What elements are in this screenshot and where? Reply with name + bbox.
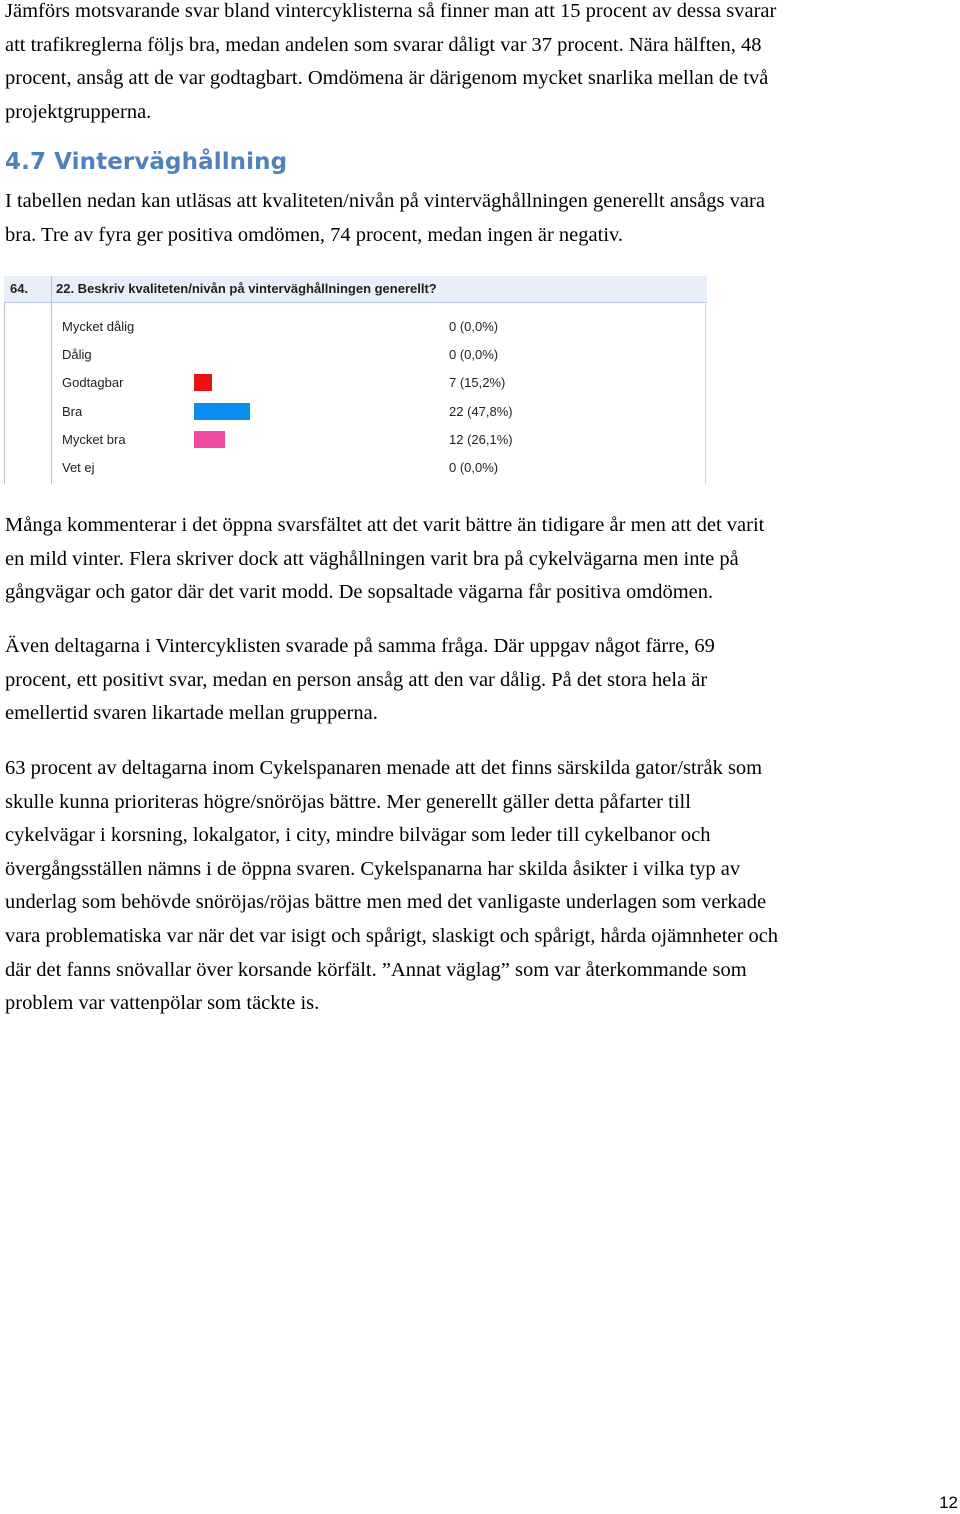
- value-label: 0 (0,0%): [449, 347, 499, 363]
- comment-line: en mild vinter. Flera skriver dock att väghållningen varit bra på cykelvägarna men inte på: [5, 547, 739, 570]
- section-line: bra. Tre av fyra ger positiva omdömen, 74 procent, medan ingen är negativ.: [5, 223, 624, 246]
- value-label: 22 (47,8%): [449, 403, 513, 419]
- comment-line: emellertid svaren likartade mellan grupperna.: [5, 702, 378, 725]
- section-paragraph: [5, 185, 960, 252]
- figure-border: [705, 302, 706, 484]
- intro-line: procent, ansåg att de var godtagbart. Omdömena är därigenom mycket snarlika mellan de två: [5, 67, 769, 90]
- comment-line: underlag som behövde snöröjas/röjas bättre men med det vanligaste underlagen som verkade: [5, 891, 767, 914]
- comment-line: 63 procent av deltagarna inom Cykelspanaren menade att det finns särskilda gator/stråk som: [5, 757, 763, 779]
- comments-paragraph-2: [5, 630, 960, 731]
- bar: [194, 374, 212, 391]
- comment-line: vara problematiska var när det var isigt och spårigt, slaskigt och spårigt, hårda ojämnheter och: [5, 924, 779, 947]
- category-label: Mycket dålig: [62, 319, 135, 334]
- value-label: 0 (0,0%): [449, 319, 499, 334]
- comment-line: problem var vattenpölar som täckte is.: [5, 992, 320, 1015]
- intro-line: Jämförs motsvarande svar bland vintercyklisterna så finner man att 15 procent av dessa svarar: [5, 0, 777, 22]
- section-heading: 4.7 Vinterväghållning: [5, 149, 288, 175]
- value-label: 0 (0,0%): [449, 460, 499, 475]
- comment-line: övergångsställen nämns i de öppna svaren. Cykelspanarna har skilda åsikter i vilka typ av: [5, 857, 741, 880]
- value-label: 12 (26,1%): [449, 431, 513, 447]
- intro-paragraph: [5, 0, 960, 129]
- comment-line: Många kommenterar i det öppna svarsfältet att det varit bättre än tidigare år men att det varit: [5, 514, 765, 536]
- intro-line: projektgrupperna.: [5, 100, 152, 123]
- value-label: 7 (15,2%): [449, 375, 506, 391]
- comment-line: procent, ett positivt svar, medan en person ansåg att den var dålig. På det stora hela är: [5, 668, 708, 691]
- figure-separator: [51, 276, 52, 484]
- intro-line: att trafikreglerna följs bra, medan andelen som svarar dåligt var 37 procent. Nära hälften, 48: [5, 33, 762, 56]
- figure-header: [4, 276, 707, 303]
- comments-paragraph-1: [5, 509, 960, 610]
- comment-line: skulle kunna prioriteras högre/snöröjas bättre. Mer generellt gäller detta påfarter till: [5, 790, 691, 813]
- question-number: 64.: [10, 281, 29, 296]
- comment-line: där det fanns snövallar över korsande körfält. ”Annat väglag” som var återkommande som: [5, 958, 747, 981]
- question-text: 22. Beskriv kvaliteten/nivån på vinterväghållningen generellt?: [56, 281, 437, 296]
- figure-border: [4, 302, 5, 484]
- comments-paragraph-3: [5, 752, 960, 1021]
- survey-results-figure: [4, 276, 707, 484]
- comment-line: Även deltagarna i Vintercyklisten svarade på samma fråga. Där uppgav något färre, 69: [5, 635, 715, 657]
- bar: [194, 403, 250, 420]
- section-line: I tabellen nedan kan utläsas att kvaliteten/nivån på vinterväghållningen generellt ansågs vara: [5, 190, 765, 212]
- page-number: 12: [939, 1493, 958, 1512]
- category-label: Godtagbar: [62, 375, 124, 391]
- comment-line: gångvägar och gator där det varit modd. De sopsaltade vägarna får positiva omdömen.: [5, 581, 714, 604]
- category-label: Bra: [62, 403, 83, 419]
- category-label: Vet ej: [62, 460, 95, 475]
- comment-line: cykelvägar i korsning, lokalgator, i city, mindre bilvägar som leder till cykelbanor och: [5, 824, 711, 847]
- category-label: Dålig: [62, 347, 92, 363]
- bar: [194, 431, 225, 448]
- category-label: Mycket bra: [62, 431, 126, 447]
